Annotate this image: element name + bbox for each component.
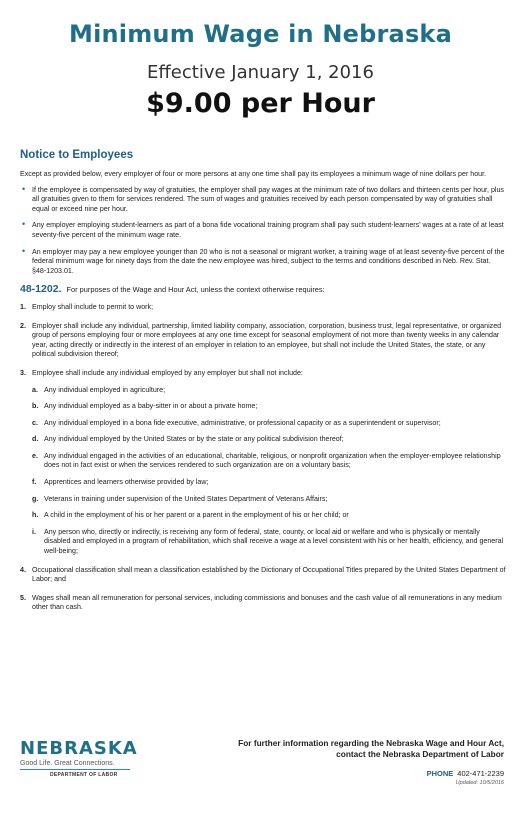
intro-paragraph: Except as provided below, every employer of four or more persons at any one time shall pay its employees a minimum wage of nine dollars per hour. xyxy=(20,170,487,178)
bullet-icon: • xyxy=(22,183,26,194)
wage-amount: $9.00 per Hour xyxy=(146,88,375,119)
effective-date: Effective January 1, 2016 xyxy=(147,62,374,83)
page-title: Minimum Wage in Nebraska xyxy=(69,20,452,48)
contact-info xyxy=(184,738,504,786)
item-text: Wages shall mean all remuneration for personal services, including commissions and bonuses and the cash value of all remunerations in any medium other than cash. xyxy=(32,593,502,612)
phone-number: 402-471-2239 xyxy=(457,769,504,778)
exclusion-item xyxy=(32,478,506,488)
exclusion-item xyxy=(32,495,506,505)
section-number: 48-1202. xyxy=(20,283,62,296)
item-text: Apprentices and learners otherwise provided by law; xyxy=(44,478,209,487)
item-number: 2. xyxy=(20,321,26,330)
logo-department: DEPARTMENT OF LABOR xyxy=(50,772,118,778)
item-text: Any individual employed as a baby-sitter in or about a private home; xyxy=(44,402,258,411)
item-text: Employ shall include to permit to work; xyxy=(32,302,154,311)
item-number: 5. xyxy=(20,593,26,602)
item-letter: f. xyxy=(32,478,37,487)
bullet-student-learners xyxy=(20,221,506,240)
definition-item xyxy=(20,322,506,360)
exclusion-item xyxy=(32,435,506,445)
bullet-gratuities xyxy=(20,183,506,215)
item-text: Occupational classification shall mean a classification established by the Dictionary of Occupational Titles prepared by the United States Department of Labor; and xyxy=(32,565,506,584)
notice-body xyxy=(20,170,506,622)
item-text: Veterans in training under supervision of the United States Department of Veterans Affairs; xyxy=(44,494,328,503)
bullet-text: An employer may pay a new employee younger than 20 who is not a seasonal or migrant worker, a training wage of at least seventy-five percent of the federal minimum wage for ninety days from the date the new employee was hired, subject to the terms and conditions described in Neb. Rev. Stat. §48-1203.01. xyxy=(32,247,505,275)
phone-line xyxy=(184,769,504,778)
definition-item xyxy=(20,369,506,557)
item-number: 3. xyxy=(20,368,26,377)
phone-label: PHONE xyxy=(426,769,454,778)
bullet-icon: • xyxy=(22,245,26,256)
section-text: For purposes of the Wage and Hour Act, unless the context otherwise requires: xyxy=(66,285,325,295)
item-letter: i. xyxy=(32,527,36,536)
item-text: A child in the employment of his or her parent or a parent in the employment of his or her child; or xyxy=(44,511,349,520)
updated-date: Updated: 10/5/2016 xyxy=(455,780,504,786)
exclusion-item xyxy=(32,386,506,396)
item-text: Any individual engaged in the activities of an educational, charitable, religious, or nonprofit organization when the employer-employee relationship does not in fact exist or when the services rendered to such organization are on a voluntary basis; xyxy=(44,451,501,470)
notice-heading: Notice to Employees xyxy=(20,149,134,161)
bullet-text: If the employee is compensated by way of gratuities, the employer shall pay wages at the minimum rate of two dollars and thirteen cents per hour, plus all gratuities given to them for services rendered. The sum of wages and gratuities received by each person compensated by way of gratuities shall equal or exceed nine per hour. xyxy=(32,185,504,213)
item-letter: h. xyxy=(32,511,39,520)
item-text: Employer shall include any individual, partnership, limited liability company, association, corporation, business trust, legal representative, or organized group of persons employing four or more employees at any one time except for seasonal employment of not more than twenty weeks in any calendar year, acting directly or indirectly in the interest of an employer in relation to an employee, but shall not include the United States, the state, or any political subdivision thereof; xyxy=(32,321,502,359)
item-letter: a. xyxy=(32,385,38,394)
definition-item xyxy=(20,303,506,313)
logo-tagline: Good Life. Great Connections. xyxy=(20,760,130,770)
bullet-text: Any employer employing student-learners as part of a bona fide vocational training program shall pay such student-learners' wages at a rate of at least seventy-five percent of the minimum wage rate. xyxy=(32,221,504,239)
exclusion-item xyxy=(32,452,506,471)
definition-item xyxy=(20,594,506,613)
item-letter: c. xyxy=(32,418,38,427)
definition-item xyxy=(20,566,506,585)
item-number: 4. xyxy=(20,565,26,574)
item-text: Any individual employed by the United States or by the state or any political subdivision thereof; xyxy=(44,435,344,444)
item-number: 1. xyxy=(20,302,26,311)
exclusion-item xyxy=(32,419,506,429)
bullet-training-wage xyxy=(20,245,506,277)
exclusion-item xyxy=(32,511,506,521)
item-letter: e. xyxy=(32,451,38,460)
item-letter: b. xyxy=(32,402,39,411)
logo-wordmark: NEBRASKA xyxy=(20,738,138,759)
exclusion-item xyxy=(32,402,506,412)
item-text: Any individual employed in agriculture; xyxy=(44,385,166,394)
item-letter: d. xyxy=(32,435,39,444)
bullet-icon: • xyxy=(22,219,26,230)
item-text: Any individual employed in a bona fide executive, administrative, or professional capacity or as a superintendent or supervisor; xyxy=(44,418,441,427)
nebraska-dol-logo xyxy=(20,738,138,778)
definitions-list xyxy=(20,303,506,613)
exclusion-item xyxy=(32,528,506,557)
item-text: Any person who, directly or indirectly, is receiving any form of federal, state, county, or local aid or welfare and who is physically or mentally disabled and employed in a program of rehabilitation, which shall receive a wage at a level consistent with his or her health, efficiency, and general well-being; xyxy=(44,527,504,556)
item-letter: g. xyxy=(32,494,39,503)
section-heading xyxy=(20,285,506,295)
item-text: Employee shall include any individual employed by any employer but shall not include: xyxy=(32,368,303,377)
info-line-1: For further information regarding the Nebraska Wage and Hour Act, xyxy=(238,738,504,748)
info-line-2: contact the Nebraska Department of Labor xyxy=(336,749,504,759)
